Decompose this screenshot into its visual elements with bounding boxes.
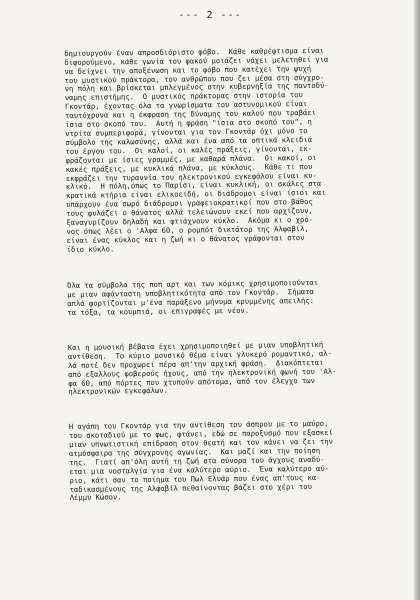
page-edge-shadow: [414, 0, 420, 600]
paragraph-3: Και η μουσική βέβαια έχει χρησιμοποιηθεί με μιαν υποβλητική αντίθεση. Το κύριο μουσικό θέμα είναι γλυκερό ρομαντικό, αλ- λά ποτέ δεν προχωρεί πέρα απ'την αρχική φράση. Διακόπτεται από εξαλλους φοβερούς ήχους, από την ηλεκτρονική φωνή του 'Αλ- φα 60, από πόρτες που χτυπούν απότομα, από τον έλεγχο των ηλεκτρονικών εγκεφάλων.: [67, 339, 337, 397]
body-text: [64, 28, 382, 529]
paragraph-1: δημιουργούν έναν απροσδιόριστο φόβο. Κάθε καθρέφτισμα είναι διφορούμενο, κάθε γωνία του φακού μοιάζει νάχει μελετηθεί για να δείχνει την αποξένωση και το φόβο που κατέχει την ψυχή του μυστικού πράκτορα, του ανθρώπου που ζει μέσα στη σύγχρο- νη πόλη και βρίσκεται μπλεγμένος στην κυβερνηξία της παντοδύ- ναμης επιστήμης. Ο μυστικός πράκτορας στην ιστορία του Γκοντάρ, έχοντας όλα τα γνωρίσματα του αστυνομικού είναι ταυτόχρονα και η έκφραση της δύναμης του καλού που τραβάει ίσια στο σκοπό του. Αυτή η φράση "ίσια στο σκοπό του", η ντρίτα συμπεριφορά, γίνονται για τον Γκοντάρ όχι μόνο το σύμβολο της καλωσύνης, αλλά και ένα από τα οπτικά κλειδιά του έργου του. Οι καλοί, οι καλές πράξεις, γίνονται, εκ- φράζονται με ίσιες γραμμές, με καθαρά πλάνα. Οι κακοί, οι κακές πράξεις, με κυκλικά πλάνα, με κύκλους. Κάθε τι που εκφράζει την τυραννία του ηλεκτρονικού εγκεφάλου είναι κυ- κλικό. Η πόλη,όπως το Παρίσι, είναι κυκλική, οι σκάλες στα κρατικά κτήρια είναι ελικοειδή, οι διάδρομοι είναι ίσιοι και υπάρχουν ένα σωρό διάδρομοι γραφειοκρατικοί που στο βάθος τους φυλάζει ο θάνατος αλλά τελειώνουν εκεί που αρχίζουν, ξαναγυρίζουν δηλαδή και φτιάχνουν κύκλο. Ακόμα κι ο χρό- νος όπως λέει ο 'Αλφα 60, ο ρομπότ δικτάτορ της Αλφαβίλ, είναι ένας κύκλος και η ζωή κι ο θάνατος γράφονται στον ίδιο κύκλο.: [64, 45, 329, 254]
paragraph-4: Η αγάπη του Γκοντάρ για την αντίθεση του άσπρου με το μαύρο, του σκοταδιού με το φως, φτάνει, εδώ σε παροξυσμό που εξασκεί μιαν υπνωτιστική επίδραση στον θεατή και τον κάνει να ζει την ατμόσφαιρα της σύγχρονης αγωνίας. Και μαζί και την ποίηση της. Γιατί απ'όλη αυτή τη ζωή στα σύνορα του άγχους αναδύ- εται μια νοσταλγία για ένα καλύτερο αύριο. Ένα καλύτερο αύ- ριο, κάτι σαν το ποίημα του Πωλ Ελυάρ που ένας απ'τους κα- ταδικασμένους της Αλφαβίλ πεθαίνοντας βάζει στο χέρι του Λέμμυ Κώσον.: [68, 418, 334, 503]
paragraph-2: Όλα τα σύμβολα της ποπ αρτ και των κόμικς χρησιμοποιούνται με μιαν αφάνταστη υποβλητικότητα από τον Γκοντάρ. Σήματα απλά φορτίζονται μ'ένα παράξενο μήνυμα κρυμμένης απειλής: τα τόξα, τα κουμπιά, οι επιγραφές με νέον.: [67, 278, 319, 318]
page-number-header: --- 2 ---: [178, 10, 242, 21]
